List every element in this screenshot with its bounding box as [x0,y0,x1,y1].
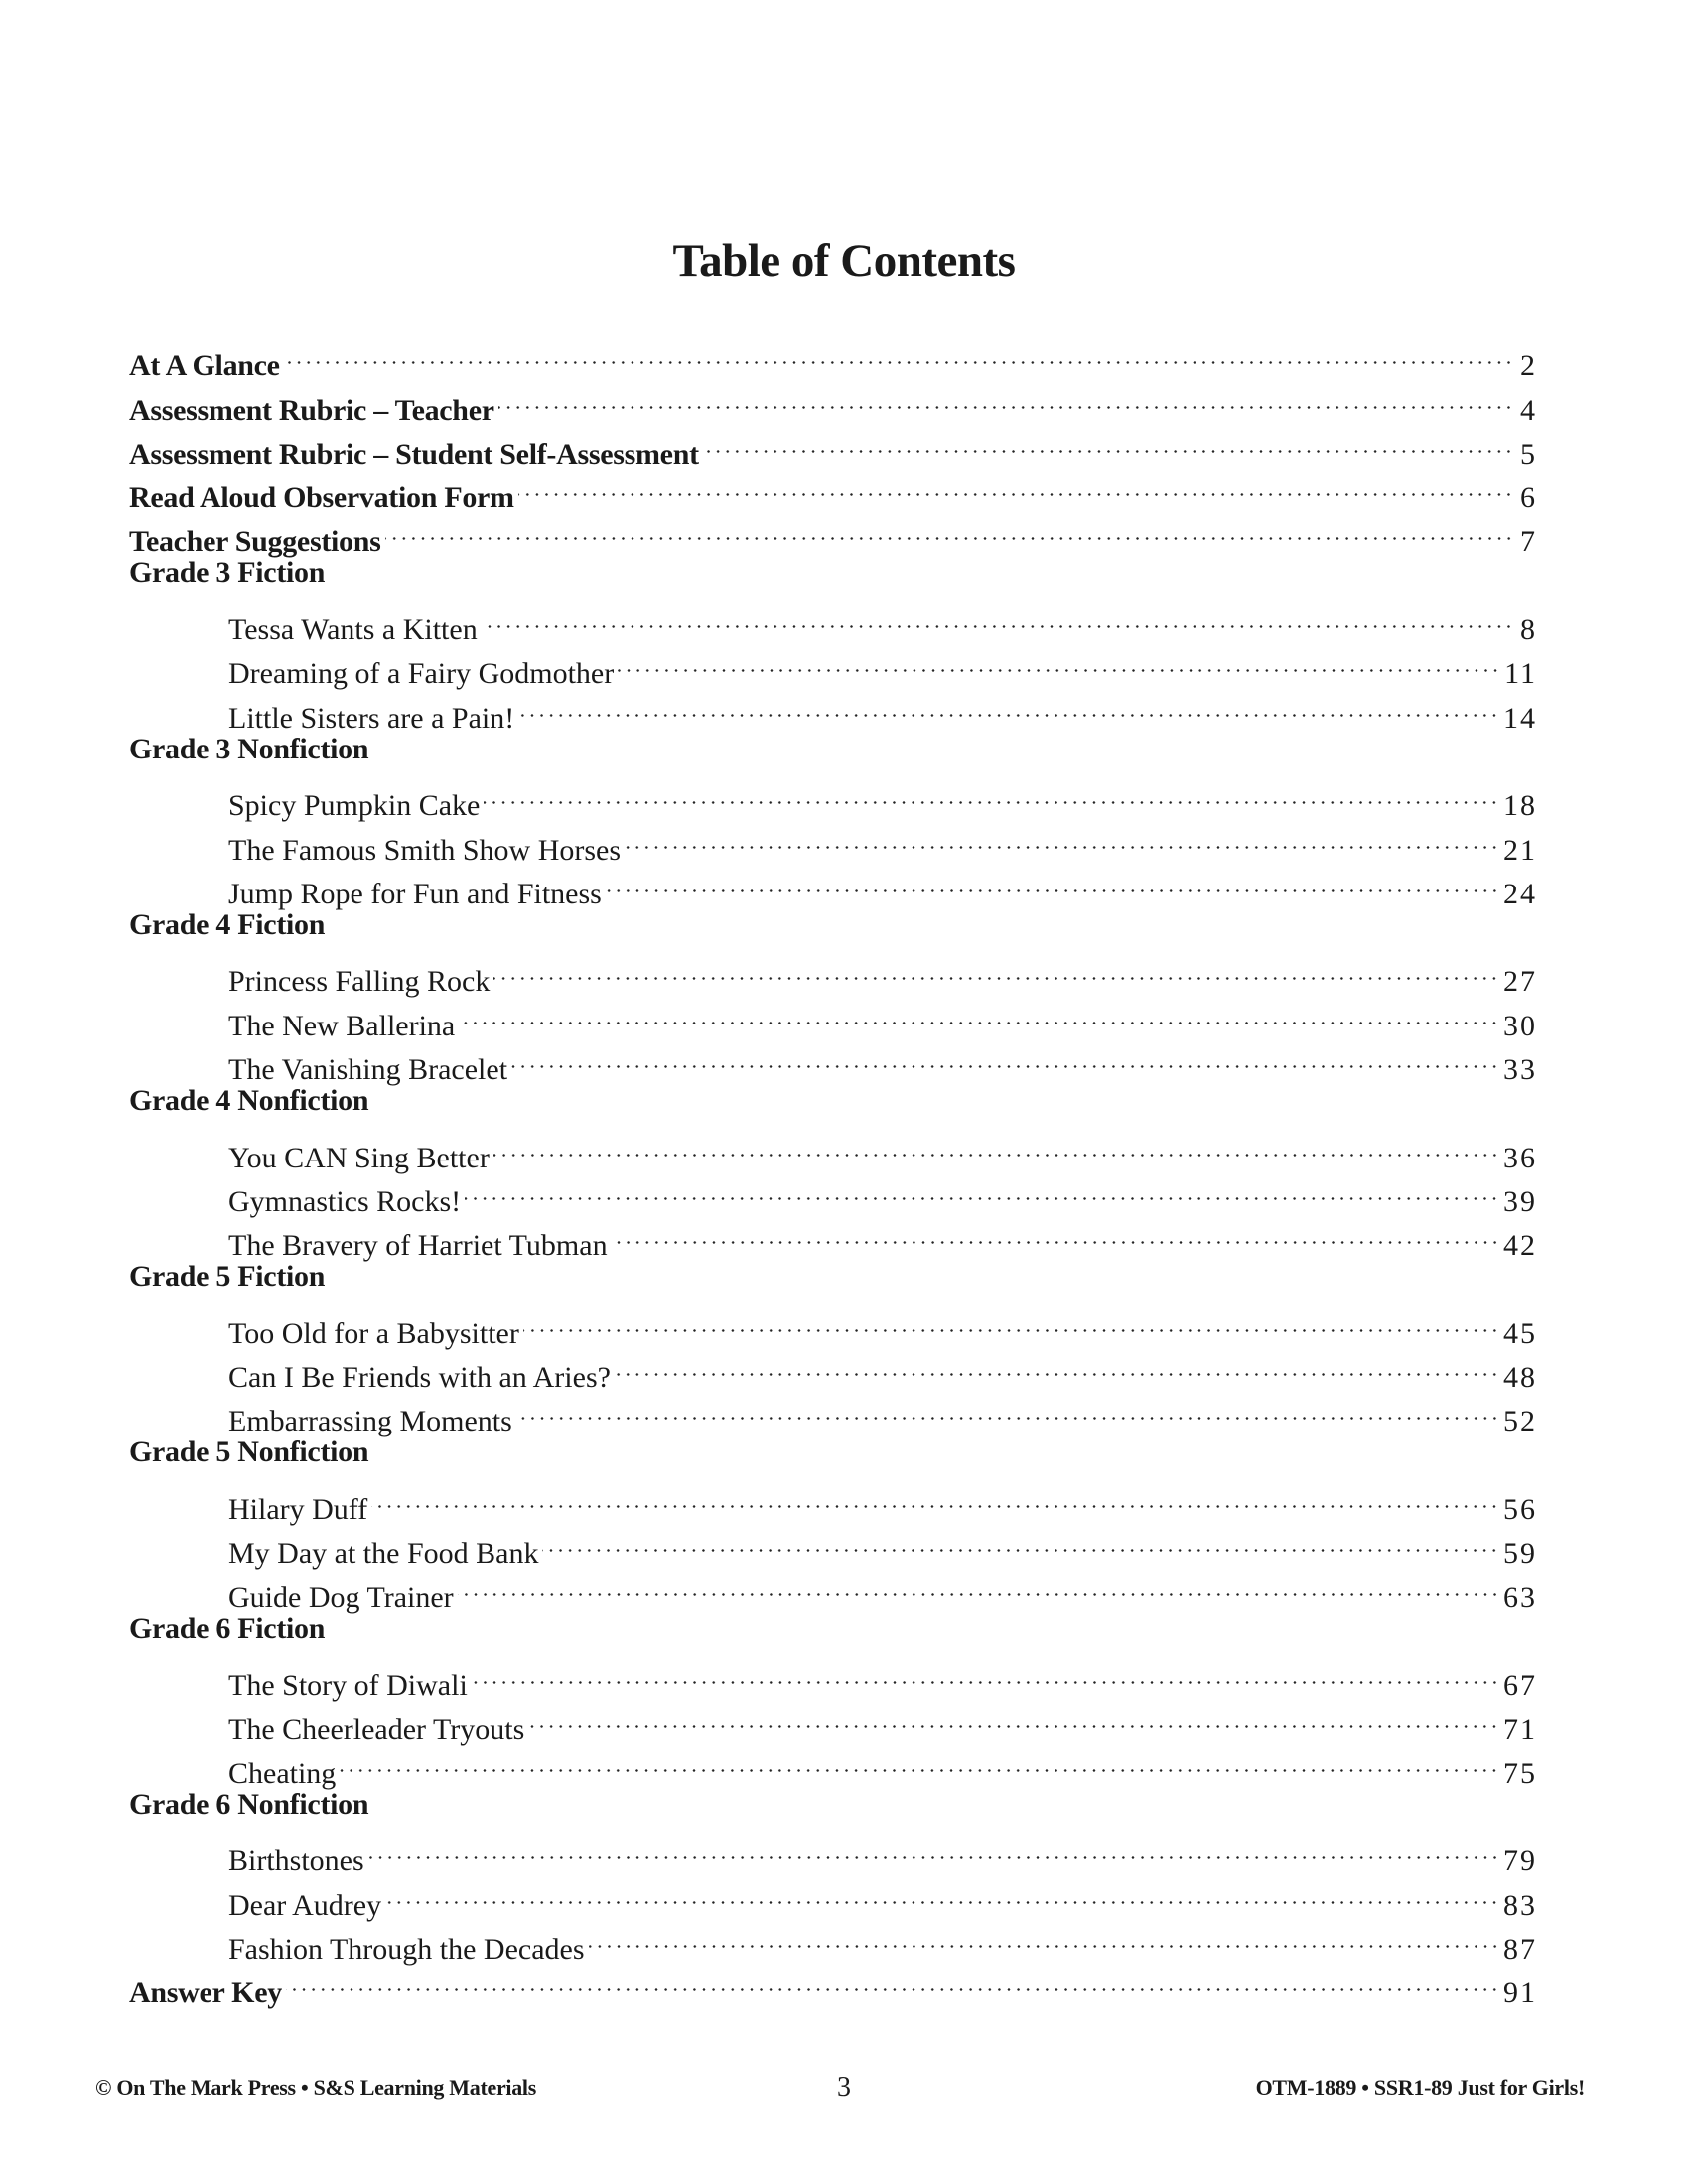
toc-entry-page: 42 [1503,1229,1537,1263]
toc-section-heading [129,728,1537,771]
dot-leader [493,1123,1499,1166]
toc-entry-label: Hilary Duff [228,1493,368,1527]
dot-leader [703,420,1513,464]
section-label: Grade 3 Fiction [129,556,326,590]
toc-entry-label: Assessment Rubric – Teacher [129,393,494,427]
toc-entry-page: 56 [1503,1493,1537,1527]
toc-entry[interactable] [129,1959,1537,2010]
toc-entry-label: Princess Falling Rock [228,965,491,999]
toc-entry-page: 14 [1503,701,1537,735]
dot-leader [371,1475,1499,1519]
dot-leader [511,1035,1499,1079]
toc-entry-page: 6 [1520,481,1537,515]
toc-entry-page: 24 [1503,877,1537,910]
toc-entry-label: Little Sisters are a Pain! [228,701,515,735]
toc-entry-label: The Cheerleader Tryouts [228,1712,525,1746]
toc-entry-page: 45 [1503,1316,1537,1350]
dot-leader [589,1915,1499,1959]
dot-leader [625,815,1499,859]
toc-entry-label: Spicy Pumpkin Cake [228,789,481,823]
toc-entry-label: Guide Dog Trainer [228,1580,454,1614]
toc-entry-page: 48 [1503,1361,1537,1395]
toc-entry-label: Embarrassing Moments [228,1405,512,1438]
toc-entry-label: The New Ballerina [228,1009,456,1042]
toc-entry-page: 33 [1503,1053,1537,1087]
dot-leader [528,1695,1499,1738]
toc-entry-label: Cheating [228,1756,337,1790]
toc-entry-label: Teacher Suggestions [129,525,381,559]
toc-entry[interactable] [129,1739,1537,1790]
toc-entry[interactable] [129,332,1537,383]
toc-entry[interactable] [129,947,1537,999]
toc-entry-page: 2 [1520,349,1537,383]
toc-entry-label: The Story of Diwali [228,1669,468,1703]
dot-leader [385,507,1513,551]
footer-product-code: OTM-1889 • SSR1-89 Just for Girls! [1255,2075,1585,2100]
dot-leader [518,464,1513,507]
toc-entry[interactable] [129,375,1537,427]
toc-entry-label: Birthstones [228,1844,364,1878]
footer-page-number: 3 [837,2072,851,2103]
toc-entry-label: At A Glance [129,349,280,383]
dot-leader [615,1343,1499,1387]
dot-leader [284,332,1513,375]
toc-entry-page: 11 [1504,657,1537,691]
toc-entry-page: 39 [1503,1184,1537,1218]
toc-entry-label: Tessa Wants a Kitten [228,614,478,647]
toc-entry-page: 87 [1503,1932,1537,1966]
toc-entry[interactable] [129,1827,1537,1878]
toc-entry-label: Can I Be Friends with an Aries? [228,1361,611,1395]
section-label: Grade 5 Fiction [129,1260,326,1294]
toc-entry-label: Too Old for a Babysitter [228,1316,519,1350]
dot-leader [606,860,1499,903]
toc-entry-label: The Vanishing Bracelet [228,1053,508,1087]
toc-entry-page: 59 [1503,1537,1537,1570]
dot-leader [618,639,1500,683]
toc-entry-page: 21 [1503,833,1537,867]
dot-leader [542,1519,1499,1563]
section-label: Grade 3 Nonfiction [129,732,369,765]
dot-leader [482,596,1513,639]
toc-entry-page: 83 [1503,1888,1537,1922]
toc-entry-label: Answer Key [129,1977,282,2010]
toc-entry-page: 8 [1520,614,1537,647]
dot-leader [472,1651,1499,1695]
toc-entry-label: Fashion Through the Decades [228,1932,585,1966]
toc-entry-page: 36 [1503,1141,1537,1174]
dot-leader [385,1870,1499,1914]
toc-entry-page: 91 [1503,1977,1537,2010]
toc-section-heading [129,1783,1537,1827]
section-label: Grade 6 Fiction [129,1611,326,1645]
toc-entry-label: Dreaming of a Fairy Godmother [228,657,615,691]
dot-leader [612,1211,1499,1255]
toc-entry-page: 52 [1503,1405,1537,1438]
toc-entry-label: You CAN Sing Better [228,1141,490,1174]
toc-entry-label: My Day at the Food Bank [228,1537,539,1570]
section-label: Grade 5 Nonfiction [129,1435,369,1469]
toc-entry-label: Assessment Rubric – Student Self-Assessment [129,437,699,471]
page-title: Table of Contents [672,235,1016,287]
toc-entry-label: Read Aloud Observation Form [129,481,514,515]
toc-entry-page: 4 [1520,393,1537,427]
dot-leader [459,991,1499,1034]
dot-leader [516,1387,1499,1431]
toc-entry-page: 27 [1503,965,1537,999]
dot-leader [368,1827,1499,1870]
dot-leader [493,947,1499,991]
toc-entry-page: 5 [1520,437,1537,471]
toc-entry[interactable] [129,1475,1537,1527]
dot-leader [340,1739,1499,1783]
dot-leader [484,771,1499,815]
table-of-contents [129,332,1537,2010]
toc-entry[interactable] [129,596,1537,647]
dot-leader [458,1563,1499,1606]
toc-entry[interactable] [129,1299,1537,1350]
dot-leader [286,1959,1499,2002]
dot-leader [498,375,1513,419]
dot-leader [523,1299,1499,1343]
toc-entry-label: Dear Audrey [228,1888,382,1922]
section-label: Grade 4 Nonfiction [129,1084,369,1118]
toc-entry-page: 79 [1503,1844,1537,1878]
toc-entry-page: 18 [1503,789,1537,823]
dot-leader [465,1167,1499,1211]
toc-entry[interactable] [129,1651,1537,1703]
toc-section-heading [129,1079,1537,1123]
toc-entry-page: 75 [1503,1756,1537,1790]
dot-leader [518,683,1499,727]
toc-entry-label: Gymnastics Rocks! [228,1184,462,1218]
toc-entry[interactable] [129,771,1537,823]
toc-entry[interactable] [129,1123,1537,1174]
toc-entry-page: 71 [1503,1712,1537,1746]
toc-entry-page: 7 [1520,525,1537,559]
toc-entry-page: 67 [1503,1669,1537,1703]
section-label: Grade 6 Nonfiction [129,1787,369,1821]
section-label: Grade 4 Fiction [129,907,326,941]
toc-entry-label: The Bravery of Harriet Tubman [228,1229,608,1263]
toc-entry-label: The Famous Smith Show Horses [228,833,622,867]
footer-publisher: © On The Mark Press • S&S Learning Materials [95,2075,537,2100]
toc-section-heading [129,1431,1537,1474]
toc-entry-label: Jump Rope for Fun and Fitness [228,877,602,910]
toc-entry-page: 30 [1503,1009,1537,1042]
toc-entry-page: 63 [1503,1580,1537,1614]
